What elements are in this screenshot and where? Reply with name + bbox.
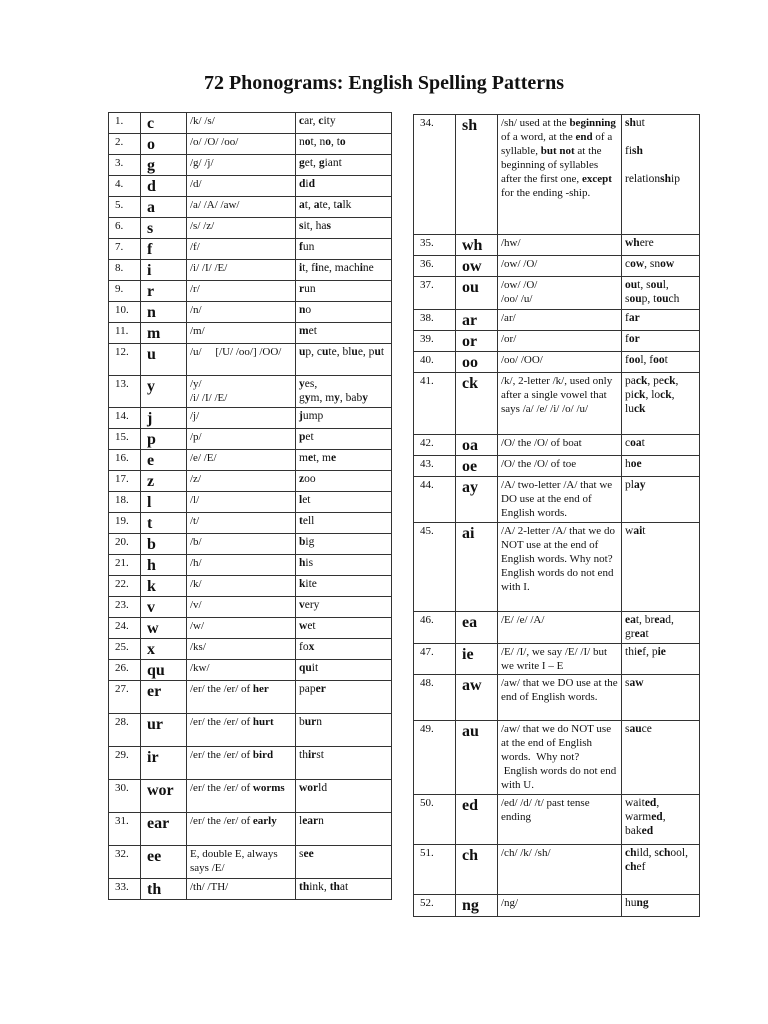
example-words: quit — [296, 660, 392, 681]
example-words: think, that — [296, 879, 392, 900]
phonogram: ay — [456, 477, 498, 523]
example-words: car, city — [296, 113, 392, 134]
phonogram-sounds: /ow/ /O/ — [498, 256, 622, 277]
row-number: 9. — [109, 281, 141, 302]
phonogram-sounds: /r/ — [187, 281, 296, 302]
phonogram-sounds: /h/ — [187, 555, 296, 576]
table-row — [109, 176, 392, 197]
row-number: 3. — [109, 155, 141, 176]
table-row — [109, 344, 392, 376]
example-words: play — [622, 477, 700, 523]
phonogram: f — [141, 239, 187, 260]
row-number: 7. — [109, 239, 141, 260]
table-row — [109, 239, 392, 260]
row-number: 30. — [109, 780, 141, 813]
phonogram: er — [141, 681, 187, 714]
phonogram: v — [141, 597, 187, 618]
row-number: 31. — [109, 813, 141, 846]
table-row — [109, 597, 392, 618]
table-row — [414, 795, 700, 845]
phonogram: aw — [456, 675, 498, 721]
phonogram-sounds: /or/ — [498, 331, 622, 352]
row-number: 27. — [109, 681, 141, 714]
row-number: 6. — [109, 218, 141, 239]
phonogram: ou — [456, 277, 498, 310]
table-row — [414, 523, 700, 612]
example-words: very — [296, 597, 392, 618]
row-number: 22. — [109, 576, 141, 597]
example-words: did — [296, 176, 392, 197]
row-number: 35. — [414, 235, 456, 256]
phonogram: i — [141, 260, 187, 281]
phonogram-sounds: /y/ /i/ /I/ /E/ — [187, 376, 296, 408]
row-number: 32. — [109, 846, 141, 879]
example-words: zoo — [296, 471, 392, 492]
phonogram: ck — [456, 373, 498, 435]
phonogram: qu — [141, 660, 187, 681]
phonogram: oa — [456, 435, 498, 456]
table-row — [109, 113, 392, 134]
phonogram: ch — [456, 845, 498, 895]
phonogram-sounds: /o/ /O/ /oo/ — [187, 134, 296, 155]
phonogram: g — [141, 155, 187, 176]
table-row — [109, 714, 392, 747]
phonogram-sounds: /e/ /E/ — [187, 450, 296, 471]
phonogram: a — [141, 197, 187, 218]
example-words: it, fine, machine — [296, 260, 392, 281]
row-number: 16. — [109, 450, 141, 471]
example-words: pet — [296, 429, 392, 450]
example-words: fun — [296, 239, 392, 260]
example-words: pack, peck, pick, lock, luck — [622, 373, 700, 435]
phonogram-sounds: /kw/ — [187, 660, 296, 681]
table-row — [109, 534, 392, 555]
phonogram-sounds: /m/ — [187, 323, 296, 344]
phonogram-sounds: /ks/ — [187, 639, 296, 660]
row-number: 48. — [414, 675, 456, 721]
phonogram-sounds: /oo/ /OO/ — [498, 352, 622, 373]
phonogram: k — [141, 576, 187, 597]
row-number: 41. — [414, 373, 456, 435]
row-number: 28. — [109, 714, 141, 747]
row-number: 52. — [414, 895, 456, 917]
phonogram-sounds: /d/ — [187, 176, 296, 197]
table-row — [109, 681, 392, 714]
table-row — [414, 256, 700, 277]
table-row — [414, 373, 700, 435]
phonogram: ow — [456, 256, 498, 277]
table-row — [414, 477, 700, 523]
phonogram: s — [141, 218, 187, 239]
table-row — [109, 260, 392, 281]
row-number: 2. — [109, 134, 141, 155]
phonogram-sounds: /k/, 2-letter /k/, used only after a single vowel that says /a/ /e/ /i/ /o/ /u/ — [498, 373, 622, 435]
row-number: 26. — [109, 660, 141, 681]
row-number: 40. — [414, 352, 456, 373]
example-words: let — [296, 492, 392, 513]
table-row — [109, 408, 392, 429]
phonogram: t — [141, 513, 187, 534]
phonogram-table-right — [413, 114, 700, 917]
example-words: fool, foot — [622, 352, 700, 373]
phonogram: ng — [456, 895, 498, 917]
phonogram-sounds: /er/ the /er/ of bird — [187, 747, 296, 780]
table-row — [109, 813, 392, 846]
phonogram-sounds: /k/ /s/ — [187, 113, 296, 134]
example-words: for — [622, 331, 700, 352]
page-title: 72 Phonograms: English Spelling Patterns — [203, 72, 565, 94]
table-row — [109, 323, 392, 344]
phonogram-sounds: /z/ — [187, 471, 296, 492]
phonogram: r — [141, 281, 187, 302]
phonogram-sounds: /a/ /A/ /aw/ — [187, 197, 296, 218]
table-row — [414, 456, 700, 477]
row-number: 25. — [109, 639, 141, 660]
phonogram: ed — [456, 795, 498, 845]
phonogram-sounds: /O/ the /O/ of toe — [498, 456, 622, 477]
table-row — [109, 576, 392, 597]
table-row — [414, 895, 700, 917]
example-words: burn — [296, 714, 392, 747]
phonogram-sounds: /i/ /I/ /E/ — [187, 260, 296, 281]
phonogram: h — [141, 555, 187, 576]
phonogram: au — [456, 721, 498, 795]
phonogram: ie — [456, 644, 498, 675]
table-row — [109, 302, 392, 323]
example-words: cow, snow — [622, 256, 700, 277]
row-number: 33. — [109, 879, 141, 900]
row-number: 21. — [109, 555, 141, 576]
table-row — [414, 845, 700, 895]
phonogram: z — [141, 471, 187, 492]
phonogram: b — [141, 534, 187, 555]
phonogram: ai — [456, 523, 498, 612]
phonogram-sounds: /ch/ /k/ /sh/ — [498, 845, 622, 895]
example-words: at, ate, talk — [296, 197, 392, 218]
phonogram: sh — [456, 115, 498, 235]
row-number: 19. — [109, 513, 141, 534]
phonogram-sounds: /k/ — [187, 576, 296, 597]
table-row — [414, 644, 700, 675]
row-number: 51. — [414, 845, 456, 895]
phonogram: wh — [456, 235, 498, 256]
example-words: out, soul, soup, touch — [622, 277, 700, 310]
row-number: 23. — [109, 597, 141, 618]
example-words: see — [296, 846, 392, 879]
phonogram-sounds: /p/ — [187, 429, 296, 450]
table-row — [414, 331, 700, 352]
example-words: thief, pie — [622, 644, 700, 675]
example-words: saw — [622, 675, 700, 721]
phonogram: ee — [141, 846, 187, 879]
table-row — [414, 115, 700, 235]
phonogram-sounds: /aw/ that we DO use at the end of English words. — [498, 675, 622, 721]
phonogram-sounds: /er/ the /er/ of hurt — [187, 714, 296, 747]
phonogram: u — [141, 344, 187, 376]
phonogram: m — [141, 323, 187, 344]
phonogram-sounds: E, double E, always says /E/ — [187, 846, 296, 879]
row-number: 38. — [414, 310, 456, 331]
row-number: 4. — [109, 176, 141, 197]
phonogram: d — [141, 176, 187, 197]
table-row — [414, 721, 700, 795]
phonogram-sounds: /g/ /j/ — [187, 155, 296, 176]
example-words: child, school, chef — [622, 845, 700, 895]
phonogram: p — [141, 429, 187, 450]
example-words: far — [622, 310, 700, 331]
example-words: wet — [296, 618, 392, 639]
phonogram-sounds: /l/ — [187, 492, 296, 513]
phonogram-sounds: /s/ /z/ — [187, 218, 296, 239]
table-row — [109, 492, 392, 513]
phonogram-sounds: /n/ — [187, 302, 296, 323]
example-words: sit, has — [296, 218, 392, 239]
example-words: tell — [296, 513, 392, 534]
example-words: where — [622, 235, 700, 256]
example-words: met, me — [296, 450, 392, 471]
phonogram-sounds: /v/ — [187, 597, 296, 618]
row-number: 12. — [109, 344, 141, 376]
example-words: jump — [296, 408, 392, 429]
table-row — [109, 879, 392, 900]
row-number: 46. — [414, 612, 456, 644]
phonogram-table-left — [108, 112, 392, 900]
table-row — [109, 281, 392, 302]
phonogram-sounds: /er/ the /er/ of worms — [187, 780, 296, 813]
example-words: hoe — [622, 456, 700, 477]
example-words: run — [296, 281, 392, 302]
row-number: 11. — [109, 323, 141, 344]
row-number: 34. — [414, 115, 456, 235]
row-number: 13. — [109, 376, 141, 408]
table-row — [109, 197, 392, 218]
row-number: 10. — [109, 302, 141, 323]
table-row — [109, 450, 392, 471]
row-number: 8. — [109, 260, 141, 281]
phonogram: ea — [456, 612, 498, 644]
phonogram-sounds: /u/ [/U/ /oo/] /OO/ — [187, 344, 296, 376]
phonogram-sounds: /A/ two-letter /A/ that we DO use at the end of English words. — [498, 477, 622, 523]
table-row — [109, 471, 392, 492]
example-words: eat, bread, great — [622, 612, 700, 644]
phonogram-sounds: /O/ the /O/ of boat — [498, 435, 622, 456]
phonogram: oe — [456, 456, 498, 477]
row-number: 17. — [109, 471, 141, 492]
phonogram: x — [141, 639, 187, 660]
phonogram-sounds: /j/ — [187, 408, 296, 429]
table-row — [109, 846, 392, 879]
example-words: coat — [622, 435, 700, 456]
phonogram: l — [141, 492, 187, 513]
phonogram-sounds: /f/ — [187, 239, 296, 260]
phonogram: or — [456, 331, 498, 352]
table-row — [109, 639, 392, 660]
phonogram: ur — [141, 714, 187, 747]
phonogram: th — [141, 879, 187, 900]
row-number: 14. — [109, 408, 141, 429]
table-row — [414, 435, 700, 456]
phonogram-sounds: /ed/ /d/ /t/ past tense ending — [498, 795, 622, 845]
example-words: sauce — [622, 721, 700, 795]
table-row — [109, 660, 392, 681]
row-number: 29. — [109, 747, 141, 780]
row-number: 47. — [414, 644, 456, 675]
row-number: 45. — [414, 523, 456, 612]
table-row — [414, 612, 700, 644]
phonogram-sounds: /ng/ — [498, 895, 622, 917]
phonogram: ar — [456, 310, 498, 331]
phonogram-sounds: /ow/ /O/ /oo/ /u/ — [498, 277, 622, 310]
phonogram-sounds: /E/ /I/, we say /E/ /I/ but we write I – E — [498, 644, 622, 675]
row-number: 5. — [109, 197, 141, 218]
row-number: 1. — [109, 113, 141, 134]
row-number: 36. — [414, 256, 456, 277]
row-number: 24. — [109, 618, 141, 639]
example-words: met — [296, 323, 392, 344]
row-number: 50. — [414, 795, 456, 845]
example-words: waited, warmed, baked — [622, 795, 700, 845]
example-words: thirst — [296, 747, 392, 780]
example-words: no — [296, 302, 392, 323]
phonogram: w — [141, 618, 187, 639]
table-row — [109, 218, 392, 239]
example-words: learn — [296, 813, 392, 846]
example-words: yes, gym, my, baby — [296, 376, 392, 408]
row-number: 15. — [109, 429, 141, 450]
table-row — [109, 747, 392, 780]
example-words: paper — [296, 681, 392, 714]
table-row — [109, 618, 392, 639]
row-number: 37. — [414, 277, 456, 310]
phonogram-sounds: /th/ /TH/ — [187, 879, 296, 900]
table-row — [109, 780, 392, 813]
example-words: wait — [622, 523, 700, 612]
row-number: 42. — [414, 435, 456, 456]
table-row — [109, 513, 392, 534]
table-row — [414, 675, 700, 721]
example-words: up, cute, blue, put — [296, 344, 392, 376]
table-row — [109, 155, 392, 176]
phonogram: oo — [456, 352, 498, 373]
phonogram: c — [141, 113, 187, 134]
phonogram-sounds: /E/ /e/ /A/ — [498, 612, 622, 644]
phonogram: j — [141, 408, 187, 429]
row-number: 44. — [414, 477, 456, 523]
row-number: 18. — [109, 492, 141, 513]
phonogram: wor — [141, 780, 187, 813]
table-row — [109, 134, 392, 155]
phonogram: ir — [141, 747, 187, 780]
phonogram-sounds: /er/ the /er/ of early — [187, 813, 296, 846]
table-row — [414, 277, 700, 310]
example-words: hung — [622, 895, 700, 917]
phonogram-sounds: /t/ — [187, 513, 296, 534]
phonogram-sounds: /sh/ used at the beginning of a word, at the end of a syllable, but not at the beginning of syllables after the first one, except for the ending -ship. — [498, 115, 622, 235]
phonogram: o — [141, 134, 187, 155]
row-number: 39. — [414, 331, 456, 352]
example-words: world — [296, 780, 392, 813]
example-words: shut fish relationship — [622, 115, 700, 235]
phonogram-sounds: /A/ 2-letter /A/ that we do NOT use at the end of English words. Why not? English words do not end with I. — [498, 523, 622, 612]
phonogram: e — [141, 450, 187, 471]
phonogram-sounds: /b/ — [187, 534, 296, 555]
row-number: 20. — [109, 534, 141, 555]
phonogram: y — [141, 376, 187, 408]
table-row — [109, 429, 392, 450]
table-row — [414, 310, 700, 331]
row-number: 49. — [414, 721, 456, 795]
phonogram-sounds: /ar/ — [498, 310, 622, 331]
example-words: kite — [296, 576, 392, 597]
table-row — [109, 376, 392, 408]
example-words: not, no, to — [296, 134, 392, 155]
table-row — [414, 235, 700, 256]
example-words: big — [296, 534, 392, 555]
row-number: 43. — [414, 456, 456, 477]
table-row — [414, 352, 700, 373]
phonogram-sounds: /w/ — [187, 618, 296, 639]
phonogram-sounds: /aw/ that we do NOT use at the end of English words. Why not? English words do not end with U. — [498, 721, 622, 795]
example-words: fox — [296, 639, 392, 660]
phonogram: ear — [141, 813, 187, 846]
example-words: get, giant — [296, 155, 392, 176]
phonogram-sounds: /hw/ — [498, 235, 622, 256]
phonogram: n — [141, 302, 187, 323]
phonogram-sounds: /er/ the /er/ of her — [187, 681, 296, 714]
example-words: his — [296, 555, 392, 576]
table-row — [109, 555, 392, 576]
